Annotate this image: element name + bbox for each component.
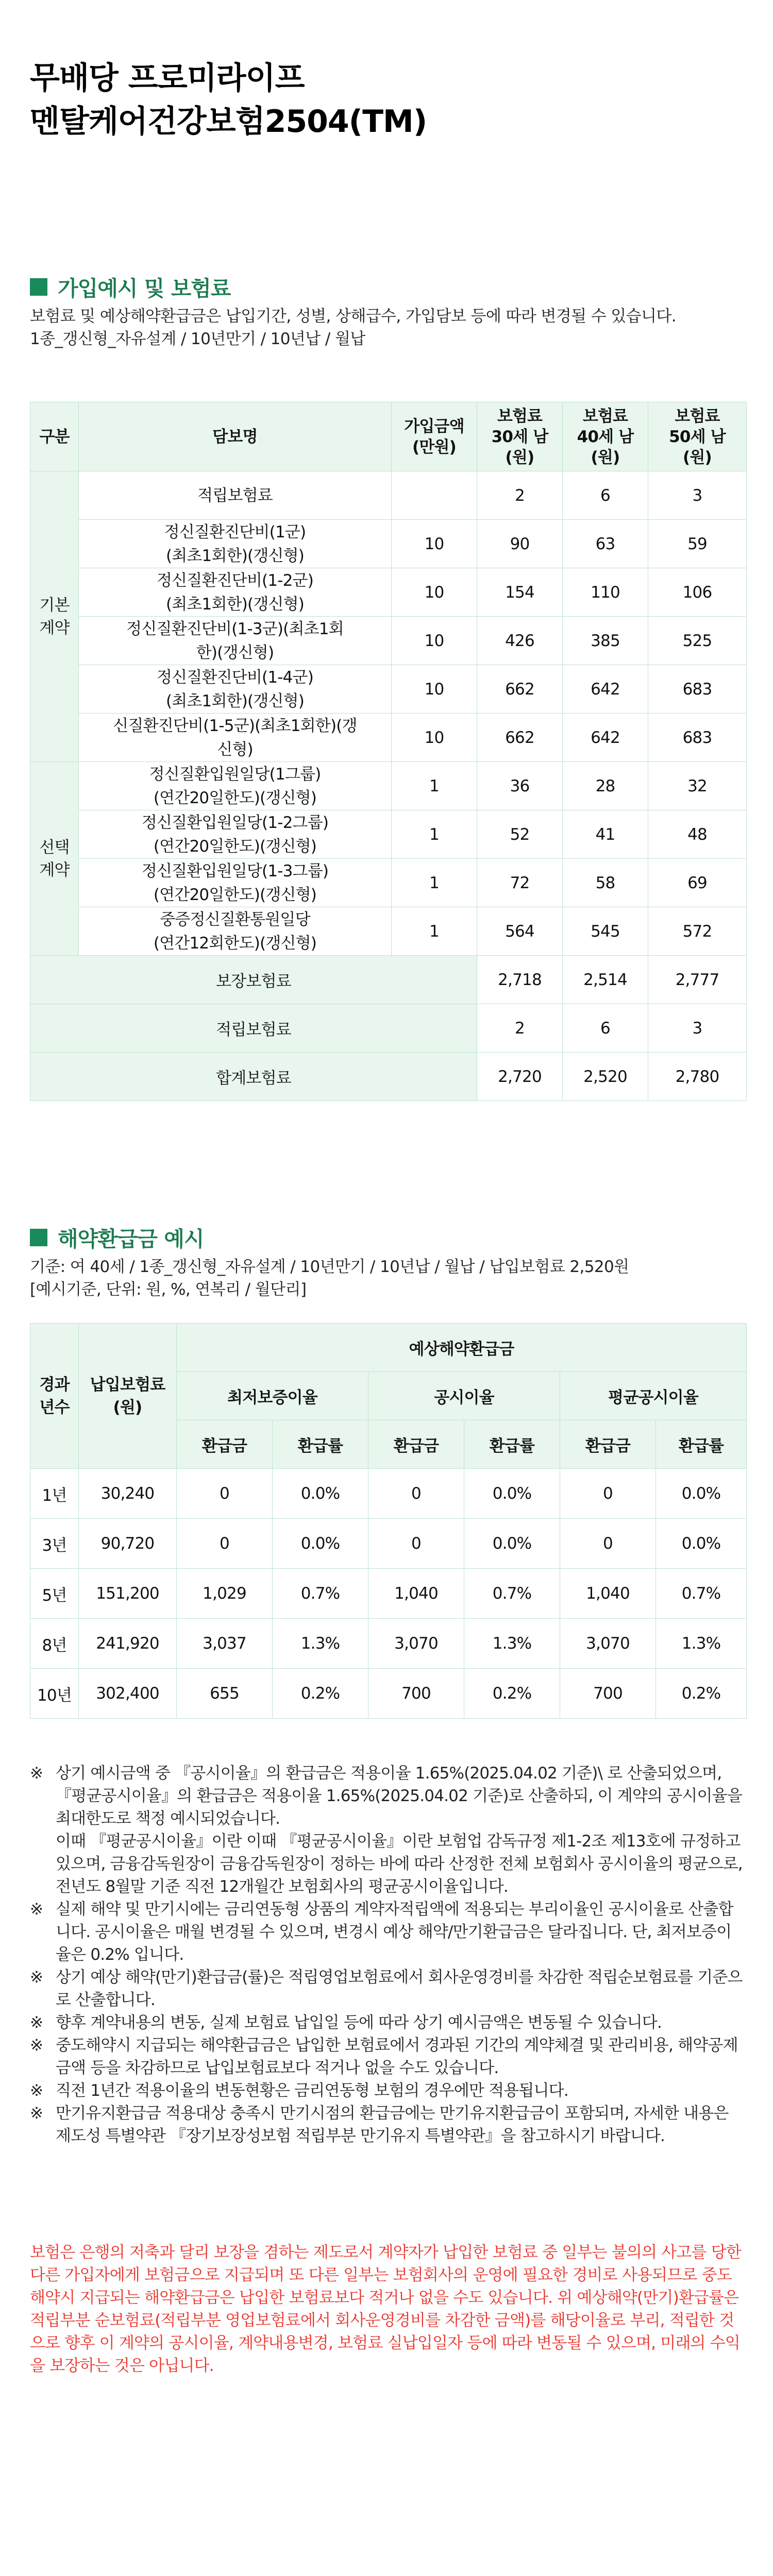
total-p40: 6	[563, 1004, 648, 1053]
header-public-rate: 공시이율	[368, 1372, 560, 1420]
premium-row	[30, 810, 747, 859]
note-item	[30, 1898, 746, 1966]
cell-p40: 41	[563, 810, 648, 859]
cell-p50: 69	[648, 859, 747, 907]
note-text: 실제 해약 및 만기시에는 금리연동형 상품의 계약자적립액에 적용되는 부리이율인 공시이율로 산출합니다. 공시이율은 매월 변경될 수 있으며, 변경시 예상 해약/만기환급금은 달라집니다. 단, 최저보증이율은 0.2% 입니다.	[56, 1900, 733, 1964]
header-coverage: 담보명	[79, 402, 392, 471]
cell-p30: 662	[477, 665, 563, 714]
refund-description	[30, 1256, 746, 1301]
premium-row	[30, 859, 747, 907]
premium-table	[30, 402, 747, 1101]
note-text: 만기유지환급금 적용대상 충족시 만기시점의 환급금에는 만기유지환급금이 포함되며, 자세한 내용은 제도성 특별약관 『장기보장성보험 적립부분 만기유지 특별약관』을 참고하시기 바랍니다.	[56, 2104, 729, 2145]
note-item	[30, 2011, 746, 2034]
note-item	[30, 2034, 746, 2079]
cell-r1: 1.3%	[273, 1619, 368, 1669]
cell-a1: 1,029	[177, 1569, 273, 1619]
cell-a2: 0	[368, 1519, 464, 1569]
cell-r3: 1.3%	[656, 1619, 747, 1669]
cell-p50: 106	[648, 568, 747, 617]
premium-row	[30, 907, 747, 956]
cell-r1: 0.7%	[273, 1569, 368, 1619]
cell-p40: 6	[563, 471, 648, 520]
premium-desc-sub: 1종_갱신형_자유설계 / 10년만기 / 10년납 / 월납	[30, 330, 365, 348]
cell-paid: 30,240	[79, 1469, 177, 1519]
cell-paid: 241,920	[79, 1619, 177, 1669]
note-mark: ※	[30, 1900, 43, 1919]
total-row	[30, 1053, 747, 1101]
coverage-name: 정신질환진단비(1-3군)(최초1회 한)(갱신형)	[79, 617, 392, 665]
cell-years: 1년	[30, 1469, 79, 1519]
note-mark: ※	[30, 1764, 43, 1783]
coverage-name: 정신질환진단비(1군) (최초1회한)(갱신형)	[79, 520, 392, 568]
section-heading-premium	[30, 272, 230, 302]
cell-p50: 48	[648, 810, 747, 859]
total-p40: 2,520	[563, 1053, 648, 1101]
cell-r1: 0.2%	[273, 1669, 368, 1719]
total-label: 보장보험료	[30, 956, 477, 1004]
coverage-name: 정신질환입원일당(1-2그룹) (연간20일한도)(갱신형)	[79, 810, 392, 859]
premium-row	[30, 568, 747, 617]
refund-row	[30, 1519, 747, 1569]
cell-p50: 525	[648, 617, 747, 665]
cell-a1: 3,037	[177, 1619, 273, 1669]
section-heading-refund	[30, 1222, 204, 1252]
cell-a3: 0	[560, 1519, 656, 1569]
cell-amount: 10	[392, 568, 477, 617]
header-refund-amount: 환급금	[560, 1420, 656, 1469]
group-label: 기본 계약	[30, 471, 79, 762]
cell-p40: 642	[563, 714, 648, 762]
note-item	[30, 2102, 746, 2147]
cell-a1: 0	[177, 1469, 273, 1519]
total-row	[30, 1004, 747, 1053]
cell-years: 3년	[30, 1519, 79, 1569]
note-mark: ※	[30, 2013, 43, 2032]
header-avg-public-rate: 평균공시이율	[560, 1372, 747, 1420]
cell-p30: 36	[477, 762, 563, 810]
note-text: 이때 『평균공시이율』이란 이때 『평균공시이율』이란 보험업 감독규정 제1-2조 제13호에 규정하고 있으며, 금융감독원장이 금융감독원장이 정하는 바에 따라 산정한 전체 보험회사 공시이율의 평균으로, 전년도 8월말 기준 직전 12개월간 보험회사의 평균공시이율입니다.	[56, 1832, 743, 1896]
square-bullet-icon	[30, 1229, 47, 1246]
cell-paid: 302,400	[79, 1669, 177, 1719]
cell-paid: 90,720	[79, 1519, 177, 1569]
coverage-name: 중증정신질환통원일당 (연간12회한도)(갱신형)	[79, 907, 392, 956]
cell-p50: 32	[648, 762, 747, 810]
cell-a1: 0	[177, 1519, 273, 1569]
cell-a2: 0	[368, 1469, 464, 1519]
cell-a3: 700	[560, 1669, 656, 1719]
cell-r2: 0.2%	[464, 1669, 560, 1719]
total-p50: 2,780	[648, 1053, 747, 1101]
cell-a3: 3,070	[560, 1619, 656, 1669]
cell-amount: 10	[392, 520, 477, 568]
header-amount: 가입금액 (만원)	[392, 402, 477, 471]
cell-p40: 58	[563, 859, 648, 907]
premium-description	[30, 305, 746, 350]
cell-a3: 1,040	[560, 1569, 656, 1619]
note-text: 상기 예시금액 중 『공시이율』의 환급금은 적용이율 1.65%(2025.04.02 기준)\ 로 산출되었으며, 『평균공시이율』의 환급금은 적용이율 1.65%(2025.04.02 기준)로 산출하되, 이 계약의 공시이율을 최대한도로 책정 예시되었습니다.	[56, 1764, 742, 1828]
cell-p50: 59	[648, 520, 747, 568]
disclaimer-text: 보험은 은행의 저축과 달리 보장을 겸하는 제도로서 계약자가 납입한 보험료 중 일부는 불의의 사고를 당한 다른 가입자에게 보험금으로 지급되며 또 다른 일부는 보험회사의 운영에 필요한 경비로 사용되므로 중도해약시 지급되는 해약환급금은 납입한 보험료보다 적거나 없을 수도 있습니다. 위 예상해약(만기)환급률은 적립부분 순보험료(적립부분 영업보험료에서 회사운영경비를 차감한 금액)를 해당이율로 부리, 적립한 것으로 향후 이 계약의 공시이율, 계약내용변경, 보험료 실납입일자 등에 따라 변동될 수 있으며, 미래의 수익을 보장하는 것은 아닙니다.	[30, 2243, 742, 2375]
cell-p30: 426	[477, 617, 563, 665]
cell-years: 8년	[30, 1619, 79, 1669]
cell-r3: 0.7%	[656, 1569, 747, 1619]
header-premium-30: 보험료 30세 남 (원)	[477, 402, 563, 471]
total-p30: 2,718	[477, 956, 563, 1004]
premium-row	[30, 665, 747, 714]
premium-row	[30, 714, 747, 762]
cell-r2: 0.0%	[464, 1519, 560, 1569]
cell-p40: 642	[563, 665, 648, 714]
total-label: 합계보험료	[30, 1053, 477, 1101]
cell-years: 5년	[30, 1569, 79, 1619]
total-p30: 2,720	[477, 1053, 563, 1101]
cell-r1: 0.0%	[273, 1519, 368, 1569]
cell-p40: 110	[563, 568, 648, 617]
cell-p30: 154	[477, 568, 563, 617]
title-line-1: 무배당 프로미라이프	[30, 60, 305, 96]
cell-amount: 1	[392, 907, 477, 956]
header-refund-amount: 환급금	[368, 1420, 464, 1469]
cell-years: 10년	[30, 1669, 79, 1719]
note-item	[30, 2079, 746, 2102]
cell-r1: 0.0%	[273, 1469, 368, 1519]
cell-r3: 0.0%	[656, 1519, 747, 1569]
cell-p30: 564	[477, 907, 563, 956]
section-title-refund: 해약환급금 예시	[58, 1227, 204, 1251]
coverage-name: 정신질환진단비(1-4군) (최초1회한)(갱신형)	[79, 665, 392, 714]
total-label: 적립보험료	[30, 1004, 477, 1053]
note-text: 향후 계약내용의 변동, 실제 보험료 납입일 등에 따라 상기 예시금액은 변동될 수 있습니다.	[56, 2013, 662, 2032]
cell-p50: 572	[648, 907, 747, 956]
notes-list	[30, 1762, 746, 2147]
header-expected-refund: 예상해약환급금	[177, 1324, 747, 1372]
cell-p30: 72	[477, 859, 563, 907]
total-p50: 2,777	[648, 956, 747, 1004]
note-text: 상기 예상 해약(만기)환급금(률)은 적립영업보험료에서 회사운영경비를 차감한 적립순보험료를 기준으로 산출합니다.	[56, 1968, 743, 2009]
cell-p30: 2	[477, 471, 563, 520]
note-item	[30, 1762, 746, 1830]
cell-a2: 3,070	[368, 1619, 464, 1669]
section-title-premium: 가입예시 및 보험료	[58, 276, 231, 301]
refund-row	[30, 1469, 747, 1519]
cell-a2: 1,040	[368, 1569, 464, 1619]
cell-r3: 0.0%	[656, 1469, 747, 1519]
cell-amount: 10	[392, 714, 477, 762]
group-label: 선택 계약	[30, 762, 79, 956]
cell-amount: 1	[392, 810, 477, 859]
cell-p40: 28	[563, 762, 648, 810]
total-p40: 2,514	[563, 956, 648, 1004]
refund-row	[30, 1569, 747, 1619]
header-refund-rate: 환급률	[464, 1420, 560, 1469]
header-min-rate: 최저보증이율	[177, 1372, 368, 1420]
cell-p30: 662	[477, 714, 563, 762]
cell-p40: 545	[563, 907, 648, 956]
cell-amount: 10	[392, 617, 477, 665]
total-p30: 2	[477, 1004, 563, 1053]
coverage-name: 정신질환진단비(1-2군) (최초1회한)(갱신형)	[79, 568, 392, 617]
refund-desc-basis: 기준: 여 40세 / 1종_갱신형_자유설계 / 10년만기 / 10년납 / 월납 / 납입보험료 2,520원	[30, 1258, 629, 1276]
total-p50: 3	[648, 1004, 747, 1053]
refund-row	[30, 1619, 747, 1669]
note-mark: ※	[30, 1968, 43, 1987]
note-text: 중도해약시 지급되는 해약환급금은 납입한 보험료에서 경과된 기간의 계약체결 및 관리비용, 해약공제금액 등을 차감하므로 납입보험료보다 적거나 없을 수도 있습니다.	[56, 2036, 738, 2077]
header-refund-rate: 환급률	[656, 1420, 747, 1469]
cell-a3: 0	[560, 1469, 656, 1519]
total-row	[30, 956, 747, 1004]
premium-table-body	[30, 402, 747, 1101]
cell-amount	[392, 471, 477, 520]
premium-row	[30, 762, 747, 810]
premium-row	[30, 520, 747, 568]
note-item	[30, 1830, 746, 1898]
refund-table-body	[30, 1324, 747, 1719]
header-premium-40: 보험료 40세 남 (원)	[563, 402, 648, 471]
cell-p50: 3	[648, 471, 747, 520]
cell-r2: 0.0%	[464, 1469, 560, 1519]
header-years: 경과 년수	[30, 1324, 79, 1469]
cell-paid: 151,200	[79, 1569, 177, 1619]
cell-amount: 10	[392, 665, 477, 714]
note-item	[30, 1966, 746, 2011]
cell-p30: 52	[477, 810, 563, 859]
refund-desc-unit: [예시기준, 단위: 원, %, 연복리 / 월단리]	[30, 1280, 307, 1299]
cell-amount: 1	[392, 762, 477, 810]
cell-p50: 683	[648, 714, 747, 762]
cell-a2: 700	[368, 1669, 464, 1719]
note-text: 직전 1년간 적용이율의 변동현황은 금리연동형 보험의 경우에만 적용됩니다.	[56, 2081, 568, 2100]
note-mark: ※	[30, 2036, 43, 2055]
cell-r3: 0.2%	[656, 1669, 747, 1719]
header-type: 구분	[30, 402, 79, 471]
header-refund-amount: 환급금	[177, 1420, 273, 1469]
cell-r2: 1.3%	[464, 1619, 560, 1669]
refund-row	[30, 1669, 747, 1719]
cell-p40: 63	[563, 520, 648, 568]
cell-p40: 385	[563, 617, 648, 665]
coverage-name: 신질환진단비(1-5군)(최초1회한)(갱 신형)	[79, 714, 392, 762]
cell-p30: 90	[477, 520, 563, 568]
coverage-name: 적립보험료	[79, 471, 392, 520]
refund-table	[30, 1323, 747, 1719]
title-line-2: 멘탈케어건강보험2504(TM)	[30, 104, 427, 140]
cell-r2: 0.7%	[464, 1569, 560, 1619]
cell-a1: 655	[177, 1669, 273, 1719]
header-refund-rate: 환급률	[273, 1420, 368, 1469]
premium-row	[30, 617, 747, 665]
page-title	[30, 57, 427, 143]
header-paid: 납입보험료 (원)	[79, 1324, 177, 1469]
coverage-name: 정신질환입원일당(1-3그룹) (연간20일한도)(갱신형)	[79, 859, 392, 907]
note-mark: ※	[30, 2104, 43, 2123]
note-mark	[30, 1830, 56, 1898]
cell-p50: 683	[648, 665, 747, 714]
cell-amount: 1	[392, 859, 477, 907]
note-mark: ※	[30, 2081, 43, 2100]
premium-desc-text: 보험료 및 예상해약환급금은 납입기간, 성별, 상해급수, 가입담보 등에 따라 변경될 수 있습니다.	[30, 307, 676, 326]
header-premium-50: 보험료 50세 남 (원)	[648, 402, 747, 471]
coverage-name: 정신질환입원일당(1그룹) (연간20일한도)(갱신형)	[79, 762, 392, 810]
square-bullet-icon	[30, 278, 47, 296]
premium-row	[30, 471, 747, 520]
